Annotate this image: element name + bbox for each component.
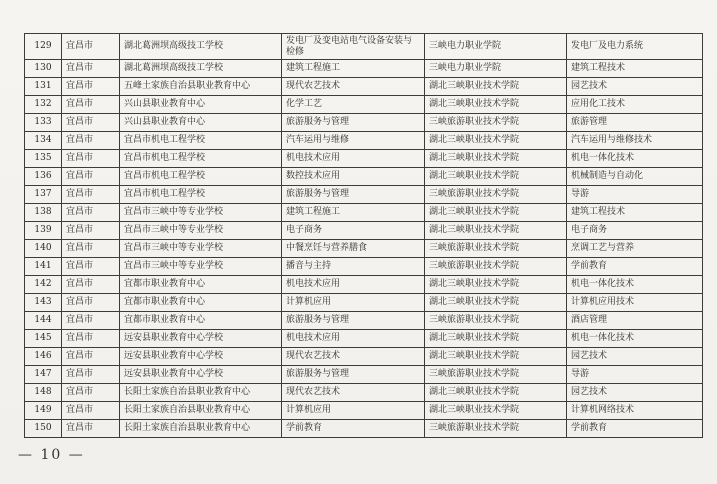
cell-college: 湖北三峡职业技术学院 xyxy=(425,294,567,312)
cell-school: 宜昌市三峡中等专业学校 xyxy=(120,240,282,258)
cell-city: 宜昌市 xyxy=(62,96,120,114)
cell-college-major: 烹调工艺与营养 xyxy=(567,240,703,258)
table-row xyxy=(25,168,703,186)
cell-college: 三峡旅游职业技术学院 xyxy=(425,420,567,438)
cell-city: 宜昌市 xyxy=(62,420,120,438)
cell-number: 134 xyxy=(25,132,62,150)
cell-school: 长阳土家族自治县职业教育中心 xyxy=(120,420,282,438)
cell-city: 宜昌市 xyxy=(62,168,120,186)
cell-college-major: 建筑工程技术 xyxy=(567,60,703,78)
cell-school: 宜都市职业教育中心 xyxy=(120,294,282,312)
cell-college-major: 园艺技术 xyxy=(567,78,703,96)
cell-college: 湖北三峡职业技术学院 xyxy=(425,384,567,402)
cell-school: 五峰土家族自治县职业教育中心 xyxy=(120,78,282,96)
cell-city: 宜昌市 xyxy=(62,150,120,168)
cell-major: 数控技术应用 xyxy=(282,168,425,186)
cell-city: 宜昌市 xyxy=(62,222,120,240)
cell-college: 湖北三峡职业技术学院 xyxy=(425,96,567,114)
cell-city: 宜昌市 xyxy=(62,402,120,420)
cell-city: 宜昌市 xyxy=(62,60,120,78)
cell-college-major: 应用化工技术 xyxy=(567,96,703,114)
cell-school: 兴山县职业教育中心 xyxy=(120,96,282,114)
cell-major: 计算机应用 xyxy=(282,402,425,420)
cell-college-major: 学前教育 xyxy=(567,258,703,276)
table-row xyxy=(25,222,703,240)
cell-college-major: 学前教育 xyxy=(567,420,703,438)
table-row xyxy=(25,204,703,222)
cell-college-major: 旅游管理 xyxy=(567,114,703,132)
cell-college: 三峡旅游职业技术学院 xyxy=(425,258,567,276)
cell-city: 宜昌市 xyxy=(62,384,120,402)
cell-number: 130 xyxy=(25,60,62,78)
cell-city: 宜昌市 xyxy=(62,258,120,276)
cell-major: 现代农艺技术 xyxy=(282,348,425,366)
cell-city: 宜昌市 xyxy=(62,240,120,258)
cell-major: 化学工艺 xyxy=(282,96,425,114)
cell-college: 三峡旅游职业技术学院 xyxy=(425,114,567,132)
table-row xyxy=(25,34,703,60)
table-row xyxy=(25,78,703,96)
cell-number: 139 xyxy=(25,222,62,240)
cell-school: 宜昌市三峡中等专业学校 xyxy=(120,204,282,222)
cell-college: 三峡旅游职业技术学院 xyxy=(425,312,567,330)
cell-college-major: 机电一体化技术 xyxy=(567,330,703,348)
cell-school: 远安县职业教育中心学校 xyxy=(120,330,282,348)
cell-city: 宜昌市 xyxy=(62,366,120,384)
cell-college: 湖北三峡职业技术学院 xyxy=(425,78,567,96)
cell-major: 现代农艺技术 xyxy=(282,78,425,96)
table-row xyxy=(25,96,703,114)
cell-major: 计算机应用 xyxy=(282,294,425,312)
cell-college: 三峡旅游职业技术学院 xyxy=(425,366,567,384)
cell-college: 湖北三峡职业技术学院 xyxy=(425,222,567,240)
table-body xyxy=(25,34,703,438)
cell-number: 149 xyxy=(25,402,62,420)
cell-major: 机电技术应用 xyxy=(282,276,425,294)
cell-number: 142 xyxy=(25,276,62,294)
cell-college: 湖北三峡职业技术学院 xyxy=(425,204,567,222)
cell-number: 129 xyxy=(25,34,62,60)
cell-college-major: 园艺技术 xyxy=(567,348,703,366)
cell-major: 机电技术应用 xyxy=(282,150,425,168)
cell-major: 旅游服务与管理 xyxy=(282,186,425,204)
table-row xyxy=(25,348,703,366)
cell-city: 宜昌市 xyxy=(62,276,120,294)
cell-college: 湖北三峡职业技术学院 xyxy=(425,402,567,420)
cell-major: 中餐烹饪与营养膳食 xyxy=(282,240,425,258)
cell-number: 145 xyxy=(25,330,62,348)
cell-college-major: 机电一体化技术 xyxy=(567,276,703,294)
cell-school: 宜昌市机电工程学校 xyxy=(120,168,282,186)
cell-school: 宜都市职业教育中心 xyxy=(120,276,282,294)
table-row xyxy=(25,276,703,294)
cell-major: 建筑工程施工 xyxy=(282,60,425,78)
cell-city: 宜昌市 xyxy=(62,34,120,60)
cell-city: 宜昌市 xyxy=(62,114,120,132)
table-row xyxy=(25,366,703,384)
cell-city: 宜昌市 xyxy=(62,348,120,366)
table-row xyxy=(25,294,703,312)
cell-college: 湖北三峡职业技术学院 xyxy=(425,132,567,150)
cell-school: 宜昌市机电工程学校 xyxy=(120,150,282,168)
cell-major: 电子商务 xyxy=(282,222,425,240)
cell-number: 146 xyxy=(25,348,62,366)
cell-city: 宜昌市 xyxy=(62,186,120,204)
cell-number: 140 xyxy=(25,240,62,258)
cell-college-major: 酒店管理 xyxy=(567,312,703,330)
cell-major: 发电厂及变电站电气设备安装与检修 xyxy=(282,34,425,60)
cell-college: 三峡电力职业学院 xyxy=(425,34,567,60)
cell-college-major: 导游 xyxy=(567,186,703,204)
cell-number: 150 xyxy=(25,420,62,438)
table-row xyxy=(25,132,703,150)
cell-number: 143 xyxy=(25,294,62,312)
cell-college-major: 计算机应用技术 xyxy=(567,294,703,312)
cell-major: 旅游服务与管理 xyxy=(282,366,425,384)
cell-city: 宜昌市 xyxy=(62,132,120,150)
cell-city: 宜昌市 xyxy=(62,312,120,330)
cell-college: 三峡旅游职业技术学院 xyxy=(425,240,567,258)
cell-school: 湖北葛洲坝高级技工学校 xyxy=(120,60,282,78)
cell-college-major: 园艺技术 xyxy=(567,384,703,402)
cell-college: 湖北三峡职业技术学院 xyxy=(425,330,567,348)
cell-major: 现代农艺技术 xyxy=(282,384,425,402)
table-row xyxy=(25,384,703,402)
cell-school: 宜昌市三峡中等专业学校 xyxy=(120,222,282,240)
cell-number: 144 xyxy=(25,312,62,330)
cell-number: 141 xyxy=(25,258,62,276)
cell-college: 湖北三峡职业技术学院 xyxy=(425,150,567,168)
cell-school: 宜昌市机电工程学校 xyxy=(120,132,282,150)
cell-number: 131 xyxy=(25,78,62,96)
cell-number: 148 xyxy=(25,384,62,402)
cell-number: 135 xyxy=(25,150,62,168)
cell-city: 宜昌市 xyxy=(62,330,120,348)
cell-city: 宜昌市 xyxy=(62,294,120,312)
cell-city: 宜昌市 xyxy=(62,78,120,96)
table-row xyxy=(25,60,703,78)
cell-school: 宜都市职业教育中心 xyxy=(120,312,282,330)
cell-college-major: 机械制造与自动化 xyxy=(567,168,703,186)
cell-college-major: 计算机网络技术 xyxy=(567,402,703,420)
cell-college-major: 电子商务 xyxy=(567,222,703,240)
cell-major: 旅游服务与管理 xyxy=(282,114,425,132)
cell-college-major: 导游 xyxy=(567,366,703,384)
cell-number: 137 xyxy=(25,186,62,204)
cell-city: 宜昌市 xyxy=(62,204,120,222)
cell-number: 147 xyxy=(25,366,62,384)
cell-school: 长阳土家族自治县职业教育中心 xyxy=(120,402,282,420)
table-row xyxy=(25,240,703,258)
table-row xyxy=(25,330,703,348)
cell-college: 湖北三峡职业技术学院 xyxy=(425,348,567,366)
cell-major: 机电技术应用 xyxy=(282,330,425,348)
table-row xyxy=(25,420,703,438)
table-row xyxy=(25,402,703,420)
cell-college: 湖北三峡职业技术学院 xyxy=(425,276,567,294)
cell-major: 播音与主持 xyxy=(282,258,425,276)
cell-college: 三峡旅游职业技术学院 xyxy=(425,186,567,204)
enrollment-table xyxy=(24,33,703,438)
cell-school: 宜昌市机电工程学校 xyxy=(120,186,282,204)
cell-school: 长阳土家族自治县职业教育中心 xyxy=(120,384,282,402)
cell-number: 136 xyxy=(25,168,62,186)
cell-major: 汽车运用与维修 xyxy=(282,132,425,150)
table-row xyxy=(25,150,703,168)
cell-number: 132 xyxy=(25,96,62,114)
cell-number: 133 xyxy=(25,114,62,132)
table-row xyxy=(25,186,703,204)
cell-school: 湖北葛洲坝高级技工学校 xyxy=(120,34,282,60)
cell-college-major: 发电厂及电力系统 xyxy=(567,34,703,60)
table-row xyxy=(25,258,703,276)
cell-school: 宜昌市三峡中等专业学校 xyxy=(120,258,282,276)
cell-college-major: 机电一体化技术 xyxy=(567,150,703,168)
cell-college: 湖北三峡职业技术学院 xyxy=(425,168,567,186)
table-row xyxy=(25,114,703,132)
cell-number: 138 xyxy=(25,204,62,222)
cell-major: 旅游服务与管理 xyxy=(282,312,425,330)
cell-school: 兴山县职业教育中心 xyxy=(120,114,282,132)
cell-major: 建筑工程施工 xyxy=(282,204,425,222)
cell-college-major: 汽车运用与维修技术 xyxy=(567,132,703,150)
cell-school: 远安县职业教育中心学校 xyxy=(120,348,282,366)
cell-major: 学前教育 xyxy=(282,420,425,438)
table-row xyxy=(25,312,703,330)
page-number: — 10 — xyxy=(18,447,85,463)
cell-college-major: 建筑工程技术 xyxy=(567,204,703,222)
cell-school: 远安县职业教育中心学校 xyxy=(120,366,282,384)
cell-college: 三峡电力职业学院 xyxy=(425,60,567,78)
